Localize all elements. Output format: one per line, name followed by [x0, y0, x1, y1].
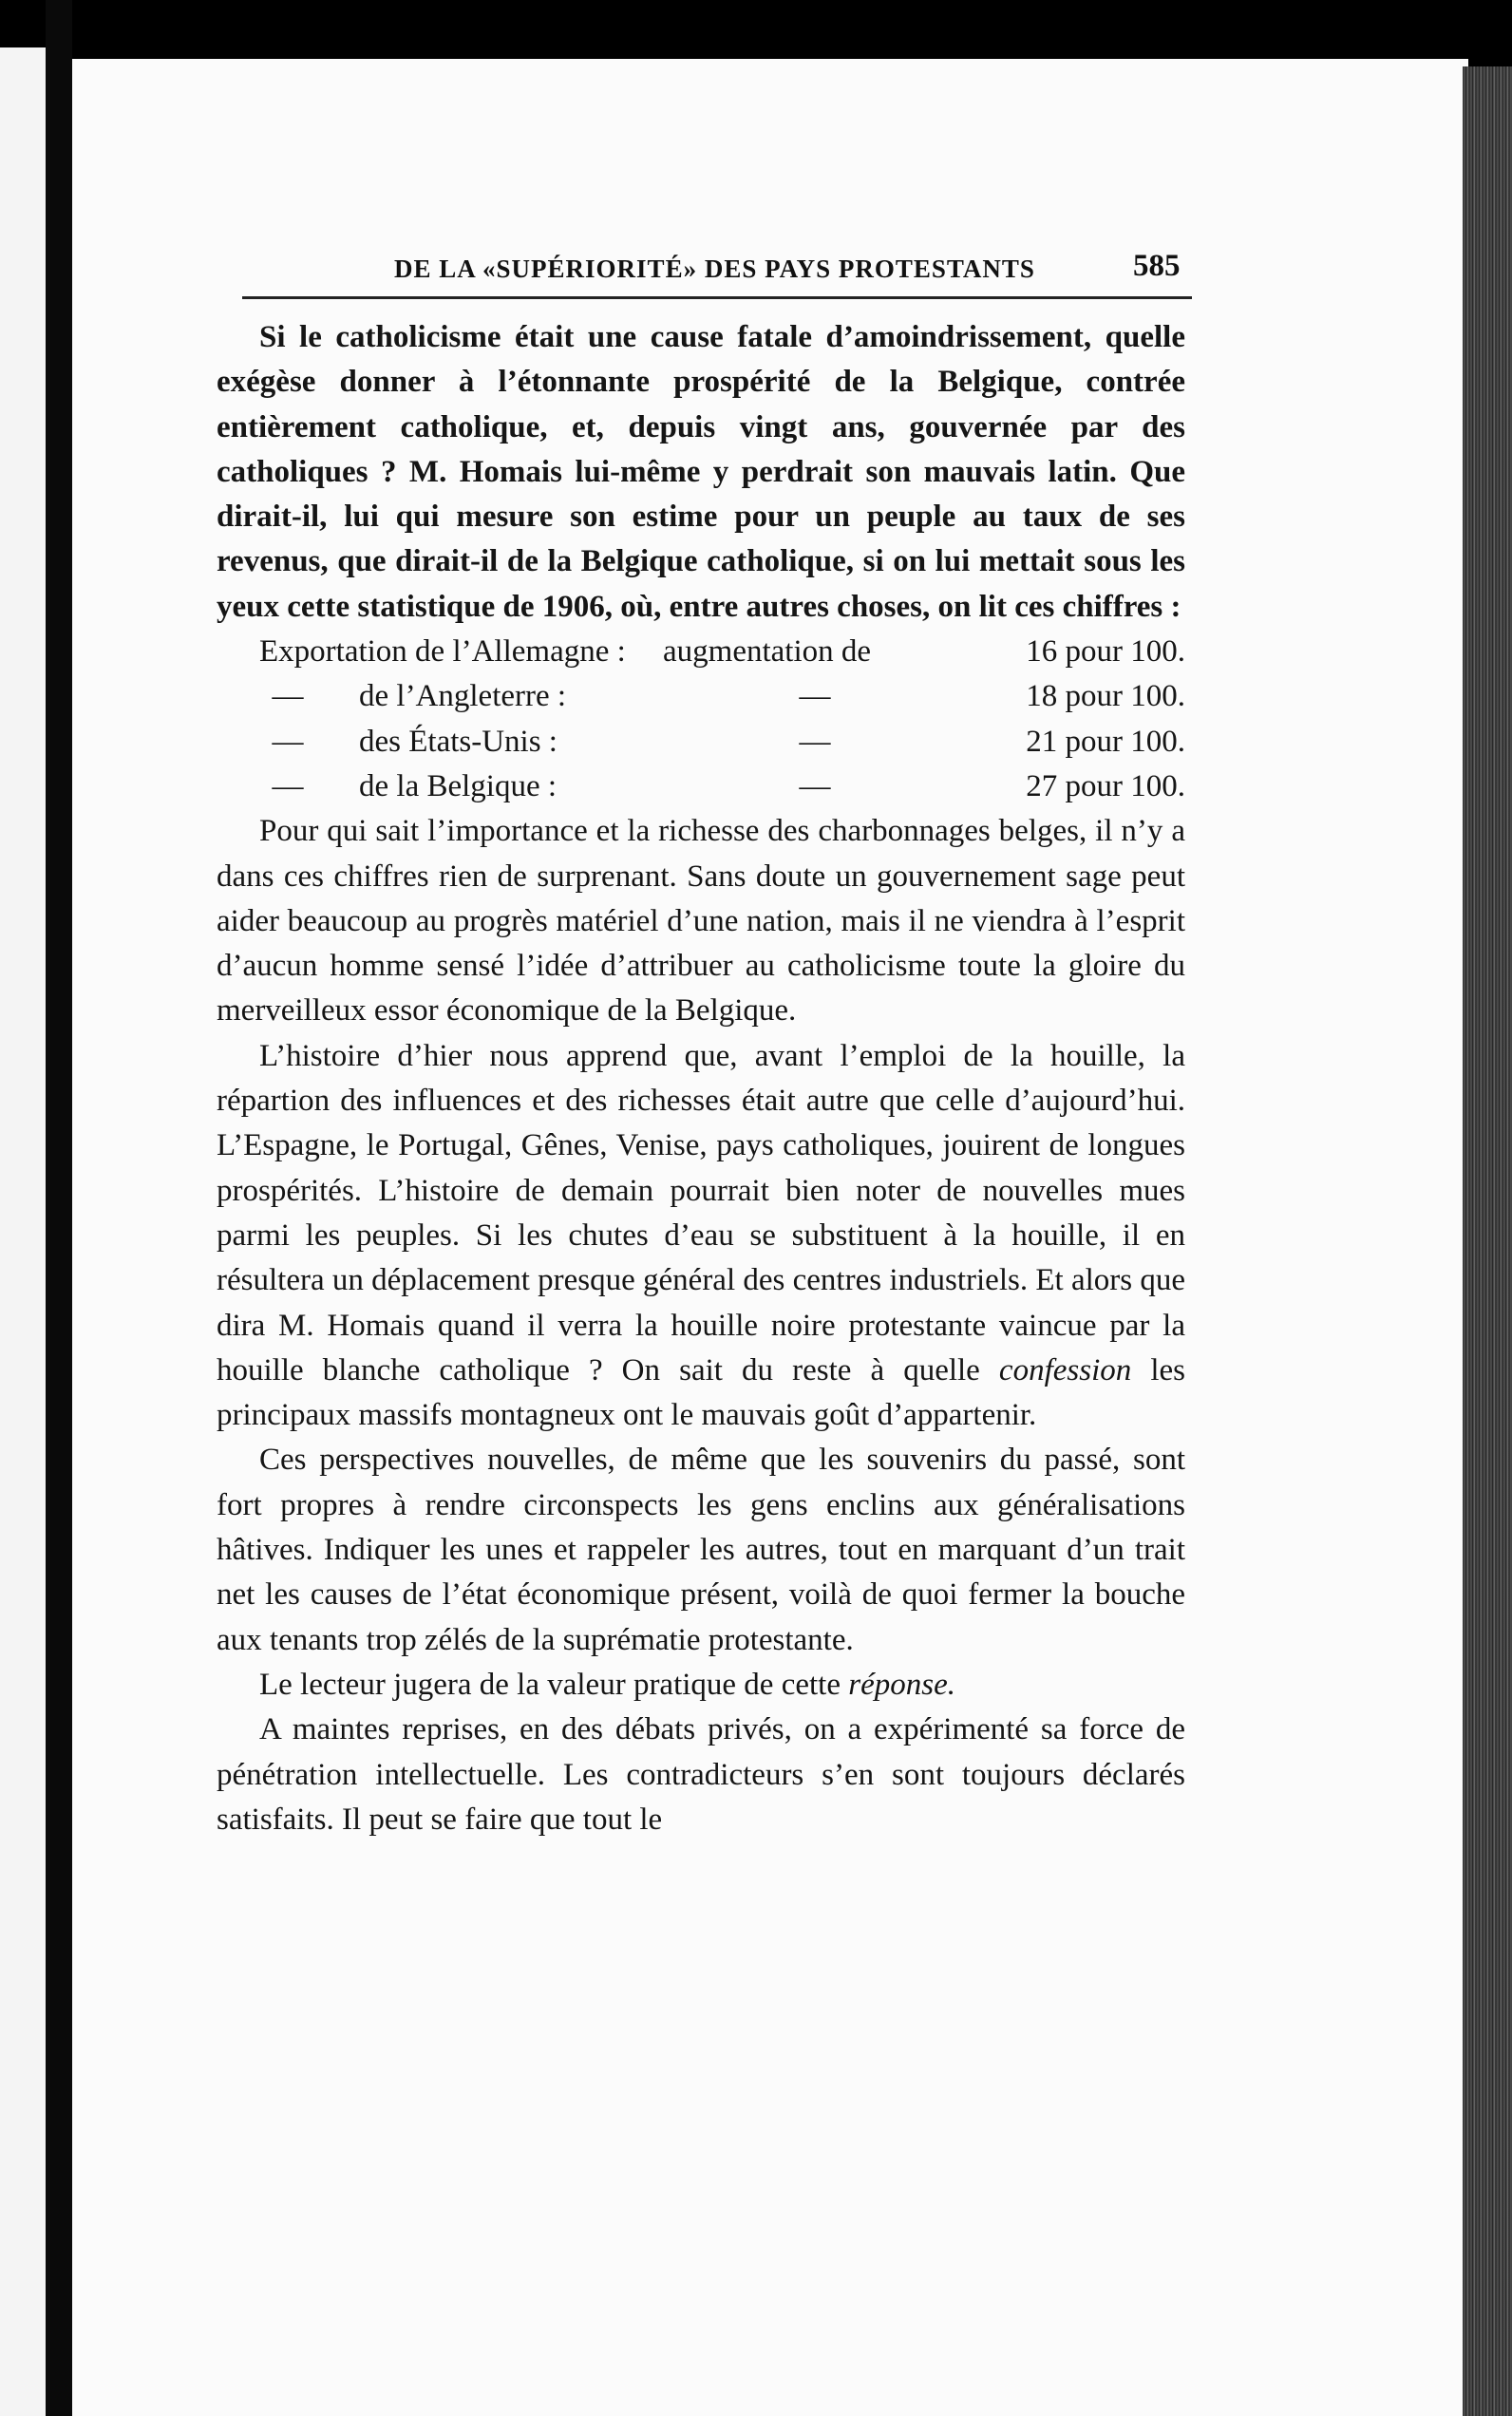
table-cell-country: des États-Unis : [359, 724, 558, 759]
paragraph-4: Ces perspectives nouvelles, de même que les souvenirs du passé, sont fort propres à rendre circonspects les gens enclins aux généralisations hâtives. Indiquer les unes et rappeler les autres, tout en marquant d’un trait net les causes de l’état économique présent, voilà de quoi fermer la bouche aux tenants trop zélés de la suprématie protestante. [217, 1443, 1185, 1657]
running-title: DE LA «SUPÉRIORITÉ» DES PAYS PROTESTANTS [394, 255, 1035, 283]
paragraph-5 [217, 1663, 1185, 1708]
table-cell-change: — [799, 768, 831, 803]
book-gutter [46, 0, 72, 2416]
table-cell-change: — [799, 679, 831, 714]
paragraph-3-text: L’histoire d’hier nous apprend que, avant l’emploi de la houille, la répartion des influences et des richesses était autre que celle d’aujourd’hui. L’Espagne, le Portugal, Gênes, Venise, pays catholiques, jouirent de longues prospérités. L’histoire de demain pourrait bien noter de nouvelles mues parmi les peuples. Si les chutes d’eau se substituent à la houille, il en résultera un déplacement presque général des centres industriels. Et alors que dira M. Homais quand il verra la houille noire protestante vaincue par la houille blanche catholique ? On sait du reste à quelle [217, 1038, 1185, 1387]
ditto-dash: — [272, 768, 304, 803]
previous-page-edge [0, 47, 46, 2416]
paragraph-1: Si le catholicisme était une cause fatale d’amoindrissement, quelle exégèse donner à l’étonnante prospérité de la Belgique, contrée entièrement catholique, et, depuis vingt ans, gouvernée par des catholiques ? M. Homais lui-même y perdrait son mauvais latin. Que dirait-il, lui qui mesure son estime pour un peuple au taux de ses revenus, que dirait-il de la Belgique catholique, si on lui mettait sous les yeux cette statistique de 1906, où, entre autres choses, on lit ces chiffres : [217, 320, 1185, 624]
table-cell-country: Exportation de l’Allemagne : [259, 634, 626, 670]
italic-word: confession [998, 1352, 1132, 1387]
table-cell-value: 27 pour 100. [1026, 768, 1185, 803]
table-row [217, 630, 1185, 674]
running-head [242, 249, 1192, 291]
export-statistics-table [217, 630, 1185, 809]
book-page-edges [1463, 66, 1512, 2416]
table-cell-value: 21 pour 100. [1026, 724, 1185, 759]
table-row [217, 674, 1185, 719]
table-cell-country: de la Belgique : [359, 768, 558, 803]
body-text [217, 315, 1185, 1842]
table-cell-change: augmentation de [663, 634, 872, 670]
italic-word: réponse. [848, 1667, 955, 1702]
page-number: 585 [1133, 249, 1181, 283]
paragraph-6: A maintes reprises, en des débats privés, on a expérimenté sa force de pénétration intellectuelle. Les contradicteurs s’en sont toujours déclarés satisfaits. Il peut se faire que tout le [217, 1712, 1185, 1837]
ditto-dash: — [272, 724, 304, 759]
table-row [217, 720, 1185, 764]
table-cell-value: 18 pour 100. [1026, 679, 1185, 714]
paragraph-3-text-end: les principaux massifs montagneux ont le mauvais goût d’appartenir. [217, 1352, 1186, 1433]
table-cell-country: de l’Angleterre : [359, 679, 567, 714]
ditto-dash: — [272, 679, 304, 714]
paragraph-2: Pour qui sait l’importance et la richesse des charbonnages belges, il n’y a dans ces chiffres rien de surprenant. Sans doute un gouvernement sage peut aider beaucoup au progrès matériel d’une nation, mais il ne viendra à l’esprit d’aucun homme sensé l’idée d’attribuer au catholicisme toute la gloire du merveilleux essor économique de la Belgique. [217, 814, 1185, 1029]
paragraph-5-text: Le lecteur jugera de la valeur pratique de cette [259, 1667, 841, 1702]
header-rule [242, 296, 1192, 299]
table-cell-value: 16 pour 100. [1026, 634, 1185, 670]
paragraph-3 [217, 1034, 1185, 1439]
table-cell-change: — [799, 724, 831, 759]
table-row [217, 764, 1185, 809]
